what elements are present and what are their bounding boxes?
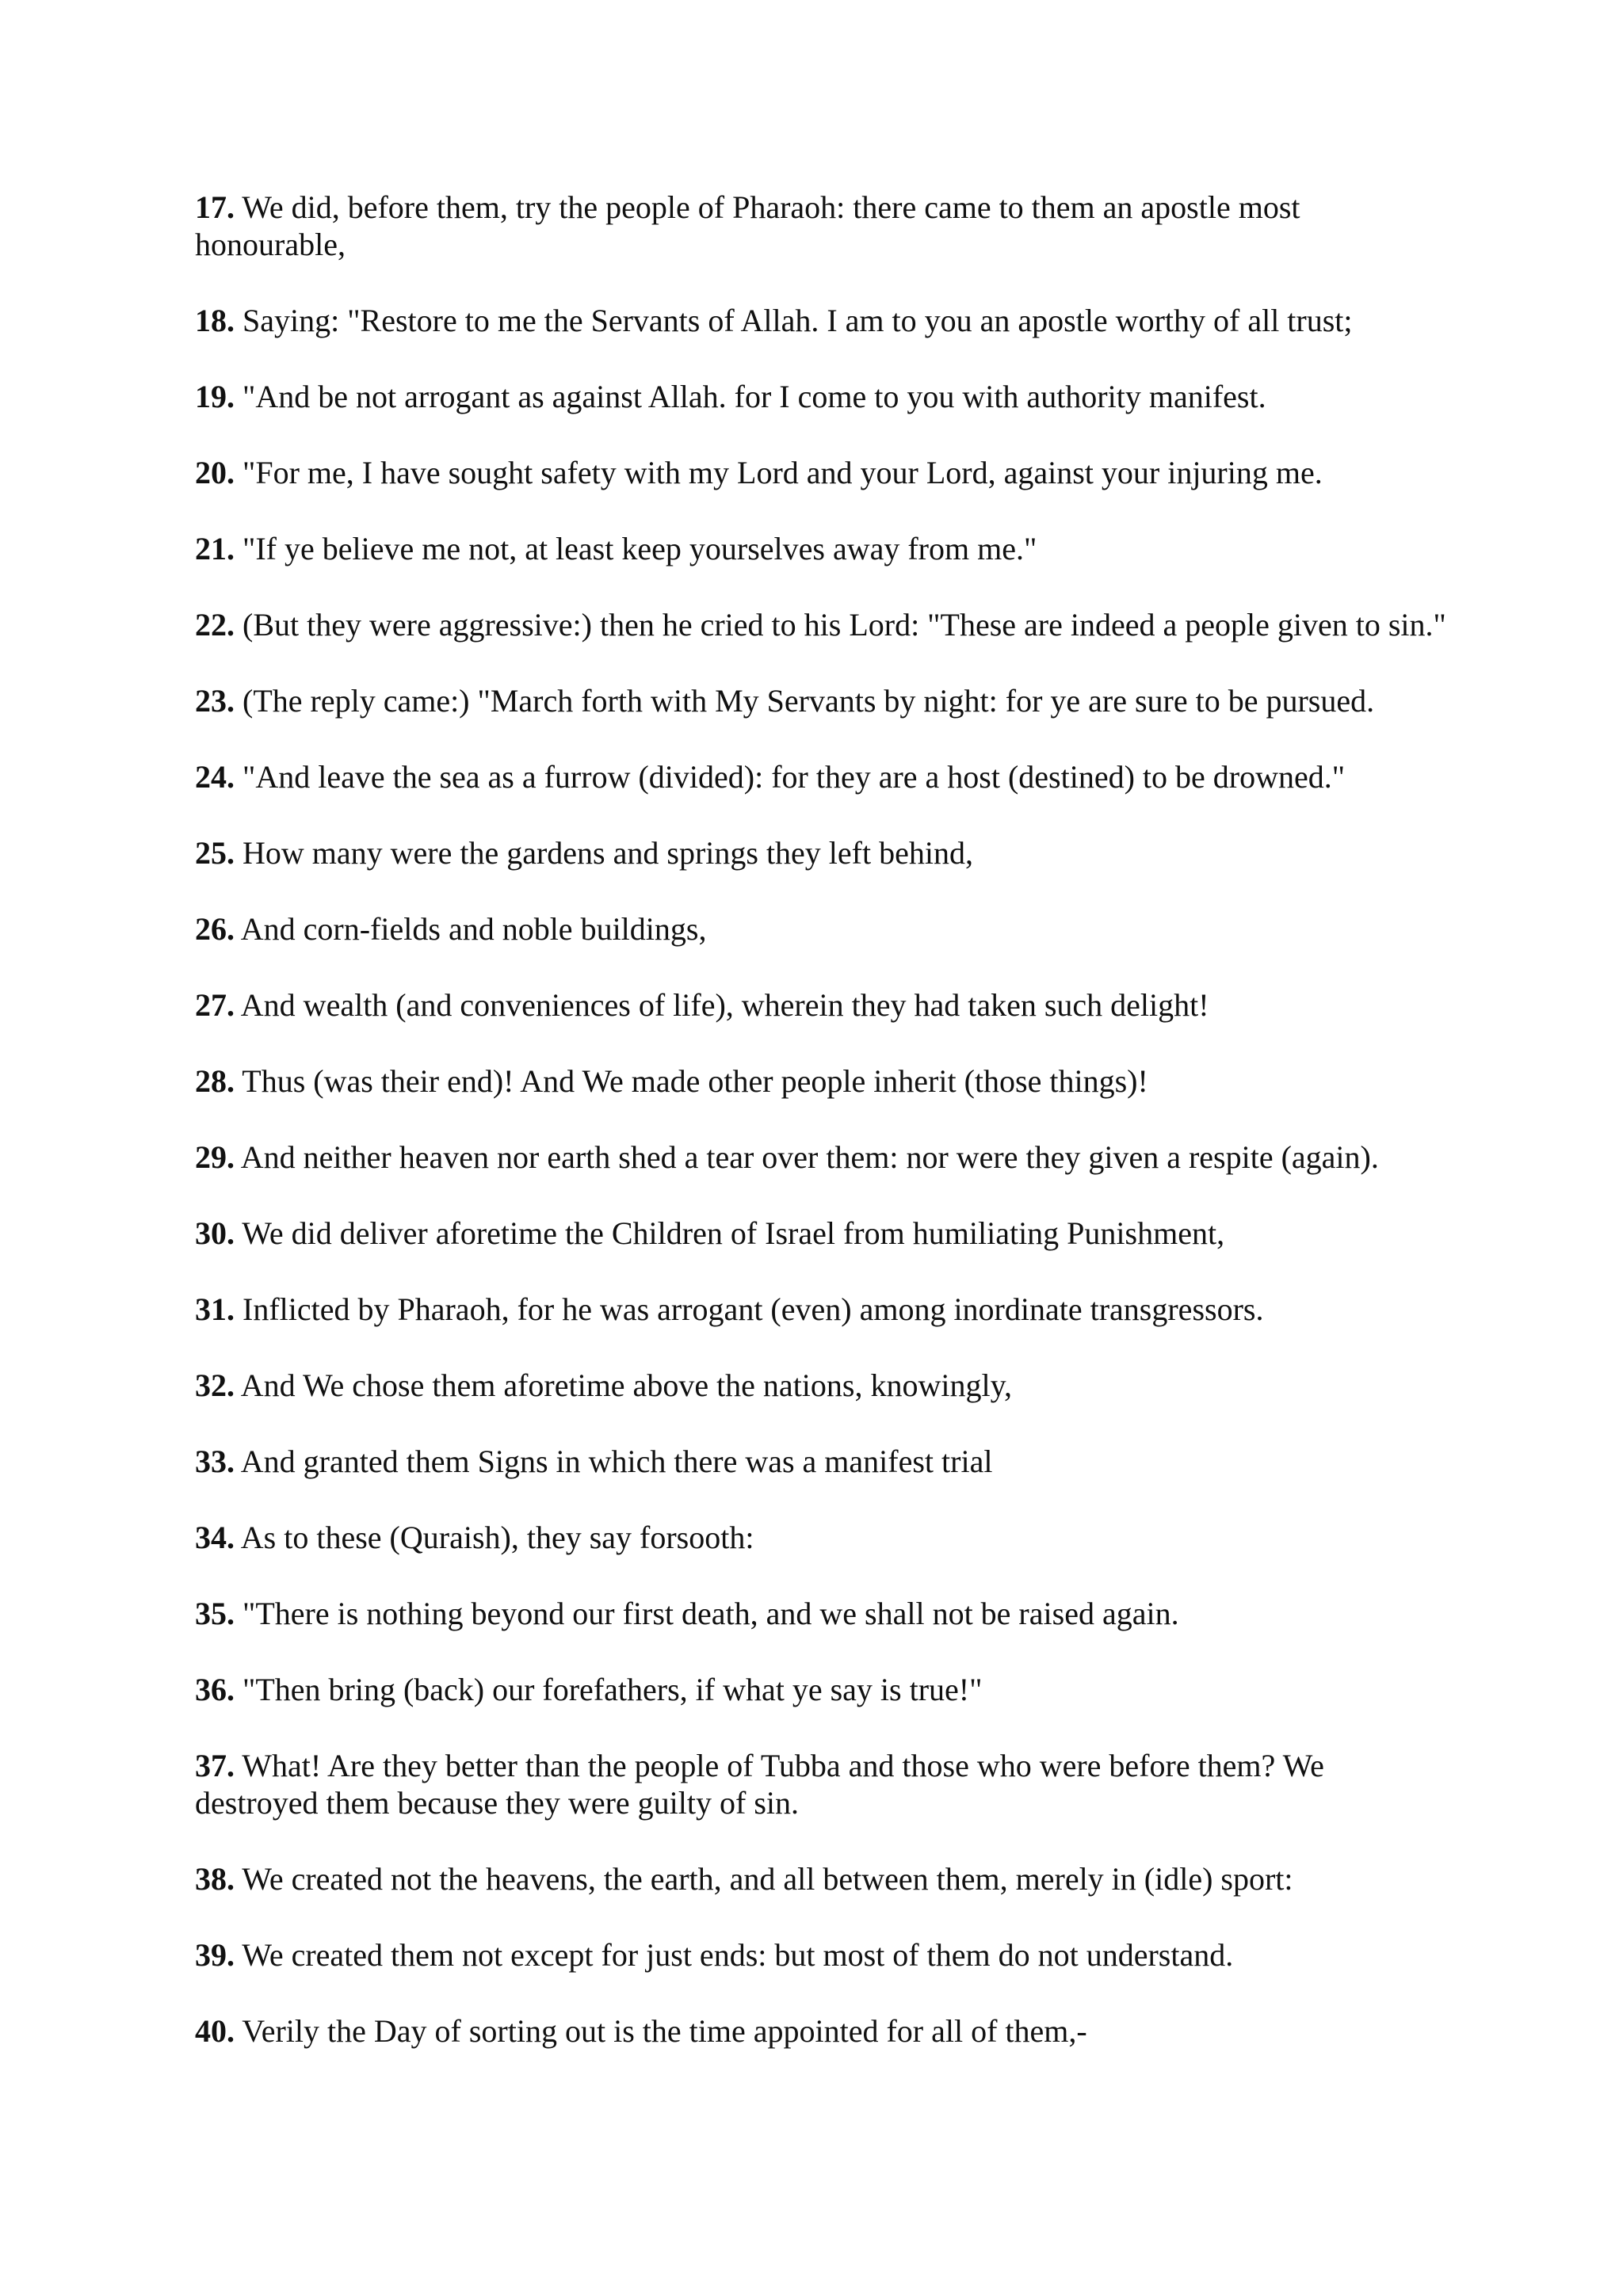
verse [195, 758, 1447, 795]
verse-number: 17. [195, 189, 235, 225]
verse [195, 454, 1447, 491]
verse-text: Verily the Day of sorting out is the time appointed for all of them,- [235, 2013, 1087, 2049]
verse-text: Saying: "Restore to me the Servants of Allah. I am to you an apostle worthy of all trust; [235, 303, 1353, 338]
verse-text: "And be not arrogant as against Allah. for I come to you with authority manifest. [235, 379, 1266, 414]
verse [195, 910, 1447, 948]
verse [195, 1671, 1447, 1708]
verse-number: 28. [195, 1063, 235, 1099]
verse [195, 2012, 1447, 2050]
verse [195, 1138, 1447, 1176]
verse-text: We did, before them, try the people of Pharaoh: there came to them an apostle most honourable, [195, 189, 1300, 262]
verse-text: We created not the heavens, the earth, and all between them, merely in (idle) sport: [235, 1861, 1293, 1897]
verse [195, 1519, 1447, 1556]
verse-number: 38. [195, 1861, 235, 1897]
verse-text: Thus (was their end)! And We made other people inherit (those things)! [235, 1063, 1148, 1099]
verse [195, 302, 1447, 339]
verse-text: And granted them Signs in which there was a manifest trial [235, 1444, 993, 1479]
verse-number: 36. [195, 1672, 235, 1707]
verse-text: We created them not except for just ends: but most of them do not understand. [235, 1937, 1234, 1973]
verse-number: 32. [195, 1367, 235, 1403]
verse-text: (The reply came:) "March forth with My Servants by night: for ye are sure to be pursued. [235, 683, 1375, 719]
verse-text: Inflicted by Pharaoh, for he was arrogant (even) among inordinate transgressors. [235, 1291, 1264, 1327]
verse-text: We did deliver aforetime the Children of Israel from humiliating Punishment, [235, 1215, 1225, 1251]
verse-number: 34. [195, 1520, 235, 1555]
verse-text: "Then bring (back) our forefathers, if what ye say is true!" [235, 1672, 983, 1707]
verse [195, 1747, 1447, 1821]
verse-text: (But they were aggressive:) then he cried to his Lord: "These are indeed a people given to sin." [235, 607, 1446, 643]
verse-text: And wealth (and conveniences of life), wherein they had taken such delight! [235, 987, 1209, 1023]
verse [195, 986, 1447, 1024]
verse-number: 31. [195, 1291, 235, 1327]
verse [195, 530, 1447, 567]
verse-number: 35. [195, 1596, 235, 1631]
verse-number: 40. [195, 2013, 235, 2049]
verse-number: 19. [195, 379, 235, 414]
verse-number: 22. [195, 607, 235, 643]
verse-number: 39. [195, 1937, 235, 1973]
verse-text: "If ye believe me not, at least keep yourselves away from me." [235, 531, 1037, 566]
verse [195, 682, 1447, 719]
verse [195, 189, 1447, 263]
verse-text: And We chose them aforetime above the nations, knowingly, [235, 1367, 1012, 1403]
verse-text: How many were the gardens and springs they left behind, [235, 835, 973, 871]
verse-number: 29. [195, 1139, 235, 1175]
verse-number: 27. [195, 987, 235, 1023]
document-page [195, 189, 1447, 2088]
verse-number: 26. [195, 911, 235, 947]
verse-number: 18. [195, 303, 235, 338]
verse-number: 33. [195, 1444, 235, 1479]
verse-text: "There is nothing beyond our first death, and we shall not be raised again. [235, 1596, 1179, 1631]
verse [195, 1443, 1447, 1480]
verse [195, 606, 1447, 643]
verse-text: "And leave the sea as a furrow (divided): for they are a host (destined) to be drowned." [235, 759, 1346, 795]
verse [195, 1367, 1447, 1404]
verse [195, 1215, 1447, 1252]
verse-number: 23. [195, 683, 235, 719]
verse-number: 21. [195, 531, 235, 566]
verse [195, 378, 1447, 415]
verse [195, 1595, 1447, 1632]
verse-text: And corn-fields and noble buildings, [235, 911, 707, 947]
verse-number: 20. [195, 455, 235, 490]
verse-number: 30. [195, 1215, 235, 1251]
verse-text: What! Are they better than the people of Tubba and those who were before them? We destroyed them because they were guilty of sin. [195, 1748, 1324, 1821]
verse-text: "For me, I have sought safety with my Lord and your Lord, against your injuring me. [235, 455, 1323, 490]
verse [195, 834, 1447, 871]
verse [195, 1291, 1447, 1328]
verse-text: And neither heaven nor earth shed a tear over them: nor were they given a respite (again). [235, 1139, 1379, 1175]
verse-text: As to these (Quraish), they say forsooth: [235, 1520, 754, 1555]
verse-number: 25. [195, 835, 235, 871]
verse-number: 24. [195, 759, 235, 795]
verse [195, 1936, 1447, 1974]
verse [195, 1860, 1447, 1897]
verse [195, 1062, 1447, 1100]
verse-number: 37. [195, 1748, 235, 1783]
